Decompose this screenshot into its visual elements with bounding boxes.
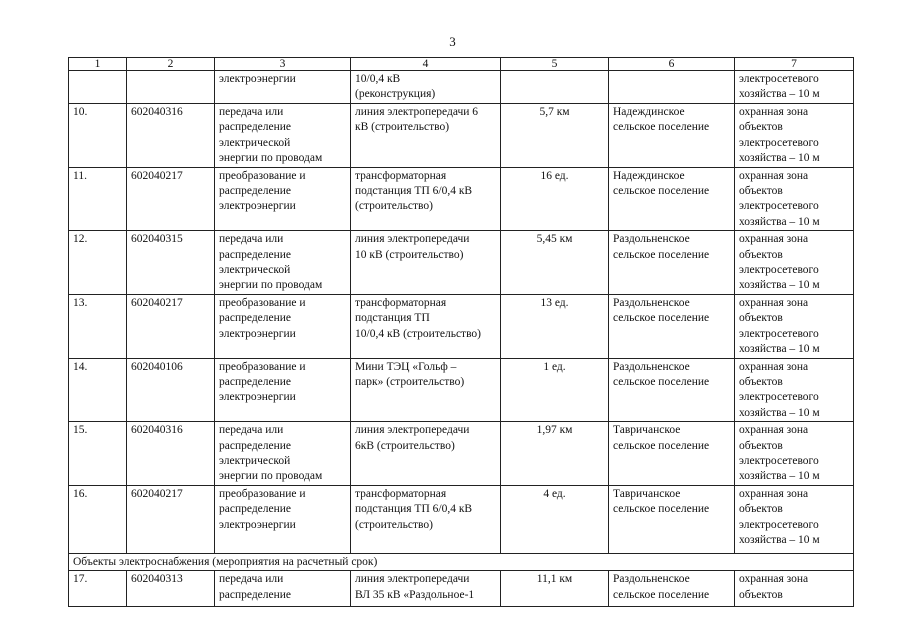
purpose-cell: передача или распределение электрической энергии по проводам (215, 422, 351, 486)
section-title: Объекты электроснабжения (мероприятия на расчетный срок) (69, 553, 854, 570)
amount-cell (501, 71, 609, 104)
amount-cell: 1,97 км (501, 422, 609, 486)
classifier-code-cell: 602040313 (127, 571, 215, 607)
row-number-cell: 12. (69, 231, 127, 295)
location-cell: Раздольненское сельское поселение (609, 358, 735, 422)
purpose-cell: преобразование и распределение электроэнергии (215, 294, 351, 358)
object-cell: линия электропередачи 10 кВ (строительство) (351, 231, 501, 295)
table-row (69, 422, 854, 486)
classifier-code-cell (127, 71, 215, 104)
classifier-code-cell: 602040217 (127, 485, 215, 553)
table-row (69, 294, 854, 358)
object-cell: линия электропередачи 6кВ (строительство) (351, 422, 501, 486)
location-cell: Тавричанское сельское поселение (609, 485, 735, 553)
classifier-code-cell: 602040217 (127, 294, 215, 358)
facilities-table (68, 57, 854, 607)
row-number-cell: 16. (69, 485, 127, 553)
amount-cell: 11,1 км (501, 571, 609, 607)
table-row (69, 485, 854, 553)
purpose-cell: преобразование и распределение электроэнергии (215, 358, 351, 422)
column-header: 4 (351, 58, 501, 71)
column-header: 7 (735, 58, 854, 71)
amount-cell: 4 ед. (501, 485, 609, 553)
amount-cell: 5,7 км (501, 104, 609, 168)
row-number-cell: 14. (69, 358, 127, 422)
purpose-cell: передача или распределение электрической энергии по проводам (215, 104, 351, 168)
table-row (69, 571, 854, 607)
table-row (69, 231, 854, 295)
column-header: 6 (609, 58, 735, 71)
classifier-code-cell: 602040217 (127, 167, 215, 231)
purpose-cell: электроэнергии (215, 71, 351, 104)
classifier-code-cell: 602040315 (127, 231, 215, 295)
column-header: 3 (215, 58, 351, 71)
row-number-cell: 17. (69, 571, 127, 607)
amount-cell: 1 ед. (501, 358, 609, 422)
object-cell: линия электропередачи 6 кВ (строительство) (351, 104, 501, 168)
row-number-cell: 15. (69, 422, 127, 486)
object-cell: трансформаторная подстанция ТП 10/0,4 кВ (строительство) (351, 294, 501, 358)
location-cell: Раздольненское сельское поселение (609, 294, 735, 358)
zone-cell: охранная зона объектов электросетевого хозяйства – 10 м (735, 167, 854, 231)
location-cell: Раздольненское сельское поселение (609, 571, 735, 607)
purpose-cell: передача или распределение (215, 571, 351, 607)
row-number-cell: 10. (69, 104, 127, 168)
location-cell: Раздольненское сельское поселение (609, 231, 735, 295)
column-header: 5 (501, 58, 609, 71)
zone-cell: охранная зона объектов электросетевого хозяйства – 10 м (735, 358, 854, 422)
table-row (69, 167, 854, 231)
object-cell: линия электропередачи ВЛ 35 кВ «Раздольное-1 (351, 571, 501, 607)
amount-cell: 16 ед. (501, 167, 609, 231)
object-cell: трансформаторная подстанция ТП 6/0,4 кВ (строительство) (351, 485, 501, 553)
zone-cell: электросетевого хозяйства – 10 м (735, 71, 854, 104)
table-row (69, 71, 854, 104)
zone-cell: охранная зона объектов электросетевого хозяйства – 10 м (735, 294, 854, 358)
column-header: 1 (69, 58, 127, 71)
page-number: 3 (449, 34, 456, 49)
object-cell: Мини ТЭЦ «Гольф – парк» (строительство) (351, 358, 501, 422)
purpose-cell: передача или распределение электрической энергии по проводам (215, 231, 351, 295)
location-cell: Тавричанское сельское поселение (609, 422, 735, 486)
amount-cell: 13 ед. (501, 294, 609, 358)
zone-cell: охранная зона объектов электросетевого хозяйства – 10 м (735, 104, 854, 168)
purpose-cell: преобразование и распределение электроэнергии (215, 485, 351, 553)
object-cell: 10/0,4 кВ (реконструкция) (351, 71, 501, 104)
table-header-row (69, 58, 854, 71)
location-cell: Надеждинское сельское поселение (609, 104, 735, 168)
classifier-code-cell: 602040316 (127, 104, 215, 168)
section-row (69, 553, 854, 570)
row-number-cell (69, 71, 127, 104)
zone-cell: охранная зона объектов (735, 571, 854, 607)
zone-cell: охранная зона объектов электросетевого хозяйства – 10 м (735, 231, 854, 295)
column-header: 2 (127, 58, 215, 71)
location-cell (609, 71, 735, 104)
zone-cell: охранная зона объектов электросетевого хозяйства – 10 м (735, 422, 854, 486)
object-cell: трансформаторная подстанция ТП 6/0,4 кВ (строительство) (351, 167, 501, 231)
row-number-cell: 13. (69, 294, 127, 358)
classifier-code-cell: 602040106 (127, 358, 215, 422)
zone-cell: охранная зона объектов электросетевого хозяйства – 10 м (735, 485, 854, 553)
amount-cell: 5,45 км (501, 231, 609, 295)
table-row (69, 104, 854, 168)
table-row (69, 358, 854, 422)
classifier-code-cell: 602040316 (127, 422, 215, 486)
location-cell: Надеждинское сельское поселение (609, 167, 735, 231)
purpose-cell: преобразование и распределение электроэнергии (215, 167, 351, 231)
row-number-cell: 11. (69, 167, 127, 231)
